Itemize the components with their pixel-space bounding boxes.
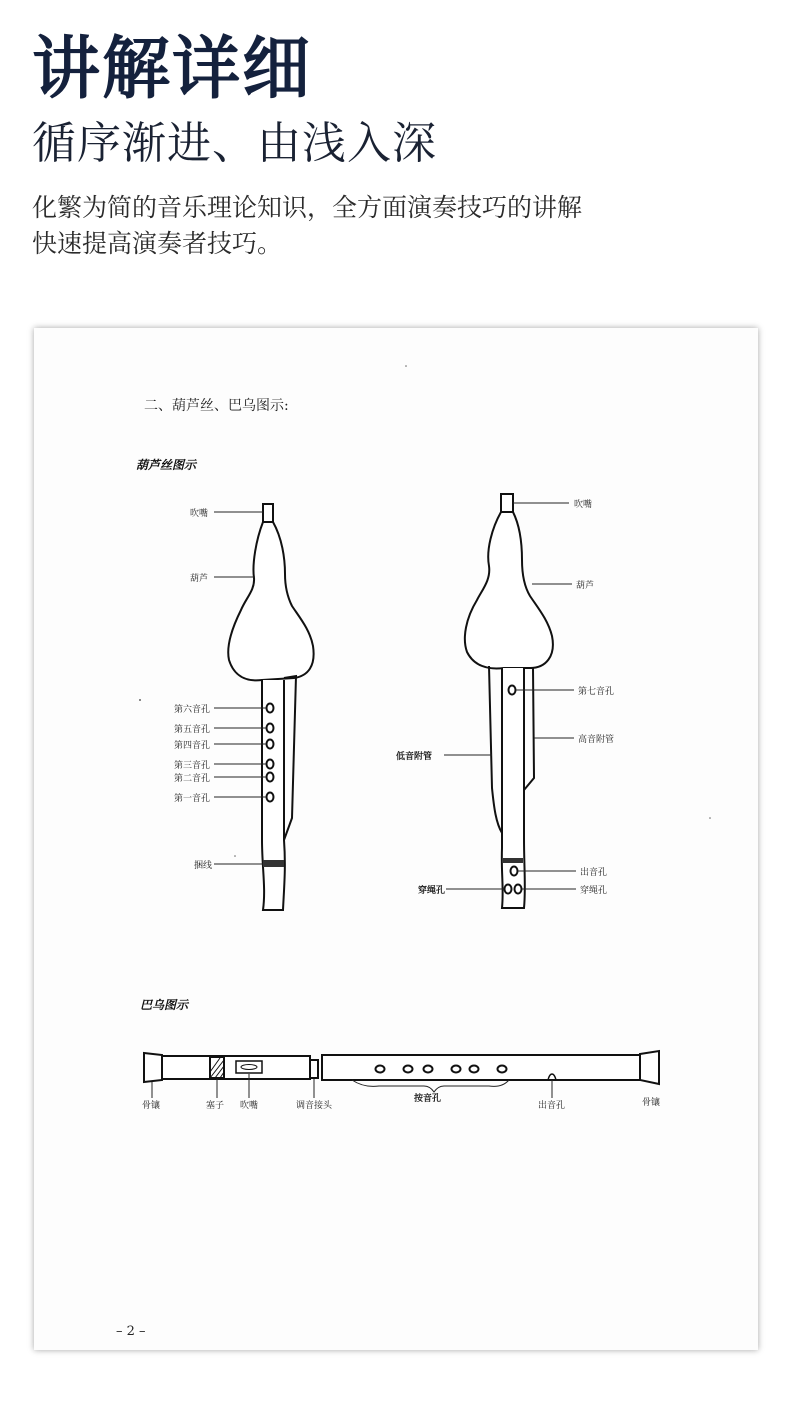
hulusi-heading: 葫芦丝图示 xyxy=(136,458,197,472)
label-rope-hole-left: 穿绳孔 xyxy=(418,886,446,896)
label-tuning-joint: 调音接头 xyxy=(296,1101,333,1111)
label-bawu-mouthpiece: 吹嘴 xyxy=(240,1101,259,1111)
hulusi-front-drawing xyxy=(228,504,313,910)
bawu-heading: 巴乌图示 xyxy=(140,998,189,1012)
label-gourd-back: 葫芦 xyxy=(576,581,595,591)
label-hole-2: 第二音孔 xyxy=(174,774,211,784)
label-bone-ring-right: 骨镶 xyxy=(642,1098,661,1108)
label-hole-4: 第四音孔 xyxy=(174,741,211,751)
label-mouthpiece-back: 吹嘴 xyxy=(574,500,593,510)
label-hole-6: 第六音孔 xyxy=(174,705,211,715)
label-plug: 塞子 xyxy=(206,1101,225,1111)
page-headline: 讲解详细 xyxy=(32,30,313,109)
label-hole-1: 第一音孔 xyxy=(174,794,211,804)
label-tie-line: 捆线 xyxy=(194,861,213,871)
description-line-2: 快速提高演奏者技巧。 xyxy=(32,229,283,258)
label-high-pipe: 高音附管 xyxy=(578,735,615,745)
bawu-drawing xyxy=(144,1051,659,1084)
label-hole-3: 第三音孔 xyxy=(174,761,211,771)
label-bawu-sound-hole: 出音孔 xyxy=(538,1101,566,1111)
instrument-diagram xyxy=(34,328,758,1350)
page-subheadline: 循序渐进、由浅入深 xyxy=(32,118,437,169)
label-finger-holes: 按音孔 xyxy=(414,1094,442,1104)
description-line-1: 化繁为简的音乐理论知识，全方面演奏技巧的讲解 xyxy=(32,193,583,222)
label-low-pipe: 低音附管 xyxy=(396,752,433,762)
scan-speckles xyxy=(139,365,711,857)
page-number: – 2 – xyxy=(116,1324,146,1339)
label-mouthpiece-front: 吹嘴 xyxy=(190,509,209,519)
label-gourd-front: 葫芦 xyxy=(190,574,209,584)
section-title: 二、葫芦丝、巴乌图示: xyxy=(144,398,289,414)
hulusi-back-drawing xyxy=(465,494,553,908)
label-rope-hole-right: 穿绳孔 xyxy=(580,886,608,896)
label-sound-hole-back: 出音孔 xyxy=(580,868,608,878)
scanned-book-page xyxy=(34,328,758,1350)
description xyxy=(32,190,582,262)
label-hole-7: 第七音孔 xyxy=(578,687,615,697)
label-hole-5: 第五音孔 xyxy=(174,725,211,735)
label-bone-ring-left: 骨镶 xyxy=(142,1101,161,1111)
